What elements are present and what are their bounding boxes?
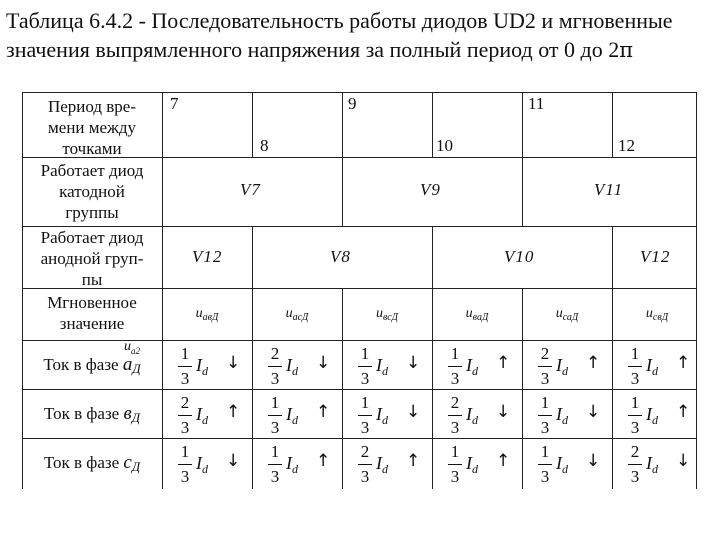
fraction-numerator: 1: [540, 393, 550, 412]
current-cell: [252, 342, 342, 394]
fraction-numerator: 1: [630, 344, 640, 363]
fraction: [358, 442, 372, 487]
anode-row-label-line: анодной груп-: [40, 249, 144, 268]
current-symbol: $I_d$: [286, 453, 298, 476]
fraction-bar: [448, 366, 462, 367]
fraction: [178, 442, 192, 487]
arrow-down-icon: ↓: [586, 451, 601, 471]
fraction-numerator: 1: [270, 442, 280, 461]
fraction-numerator: 1: [270, 393, 280, 412]
point-9: 9: [348, 94, 357, 113]
current-subscript: d: [382, 413, 388, 427]
voltage-value: [162, 306, 252, 322]
voltage-symbol: u: [645, 306, 653, 321]
arrow-down-icon: ↓: [316, 353, 331, 373]
current-subscript: d: [382, 364, 388, 378]
fraction-numerator: 2: [270, 344, 280, 363]
voltage-subscript: саД: [562, 312, 579, 323]
arrow-up-icon: ↑: [676, 402, 691, 422]
current-subscript: d: [202, 364, 208, 378]
fraction-denominator: 3: [540, 467, 550, 486]
anode-separator: [252, 226, 253, 288]
phase-label-text: Ток в фазе: [43, 453, 124, 472]
fraction-bar: [448, 464, 462, 465]
fraction-numerator: 2: [630, 442, 640, 461]
voltage-subscript: асД: [292, 312, 309, 323]
current-cell: [342, 391, 432, 443]
current-subscript: d: [652, 364, 658, 378]
fraction-numerator: 1: [180, 442, 190, 461]
instant-subscript: а2: [131, 345, 140, 356]
fraction-denominator: 3: [270, 369, 280, 388]
current-subscript: d: [562, 462, 568, 476]
fraction-numerator: 1: [360, 344, 370, 363]
point-8: 8: [260, 136, 269, 155]
current-cell: [162, 440, 252, 492]
fraction-bar: [268, 366, 282, 367]
current-subscript: d: [292, 413, 298, 427]
fraction-bar: [628, 366, 642, 367]
current-symbol: $I_d$: [556, 453, 568, 476]
phase-current-label: [22, 403, 162, 426]
period-tick: [252, 92, 253, 157]
arrow-down-icon: ↓: [496, 402, 511, 422]
phase-subscript: Д: [131, 459, 141, 474]
anode-separator: [612, 226, 613, 288]
fraction-denominator: 3: [540, 369, 550, 388]
current-cell: [342, 342, 432, 394]
period-row-label: [24, 96, 160, 159]
fraction: [178, 393, 192, 438]
fraction: [268, 442, 282, 487]
arrow-down-icon: ↓: [226, 451, 241, 471]
arrow-up-icon: ↑: [316, 451, 331, 471]
current-cell: [522, 440, 612, 492]
current-symbol: $I_d$: [556, 404, 568, 427]
arrow-down-icon: ↓: [406, 353, 421, 373]
current-subscript: d: [472, 364, 478, 378]
cathode-diode-v9: V9: [420, 180, 441, 199]
fraction: [448, 442, 462, 487]
fraction: [538, 344, 552, 389]
current-symbol: $I_d$: [556, 355, 568, 378]
current-symbol: $I_d$: [196, 404, 208, 427]
period-tick: [162, 92, 163, 157]
arrow-down-icon: ↓: [676, 451, 691, 471]
cathode-diode-v11: V11: [594, 180, 624, 199]
period-tick: [612, 92, 613, 157]
period-tick: [432, 92, 433, 157]
phase-label-text: Ток в фазе: [44, 404, 124, 423]
voltage-value: [432, 306, 522, 322]
caption-text: Таблица 6.4.2 - Последовательность работы диодов UD2 и мгновенные значения выпрямленного напряжения за полный период от 0 до 2: [6, 8, 673, 62]
anode-diode-3: V10: [504, 247, 535, 266]
fraction: [448, 344, 462, 389]
current-subscript: d: [472, 462, 478, 476]
period-tick: [342, 92, 343, 157]
current-cell: [612, 342, 702, 394]
current-cell: [432, 440, 522, 492]
fraction-bar: [448, 415, 462, 416]
fraction-numerator: 2: [180, 393, 190, 412]
fraction-bar: [268, 415, 282, 416]
current-subscript: d: [292, 364, 298, 378]
fraction-denominator: 3: [360, 369, 370, 388]
fraction: [628, 393, 642, 438]
anode-row-label: [24, 227, 160, 290]
cathode-diode-v7: V7: [240, 180, 261, 199]
current-symbol: $I_d$: [646, 404, 658, 427]
phase-name: $a_Д$: [122, 354, 141, 376]
current-cell: [612, 391, 702, 443]
fraction-denominator: 3: [630, 369, 640, 388]
fraction-denominator: 3: [540, 418, 550, 437]
fraction-denominator: 3: [270, 467, 280, 486]
fraction-numerator: 2: [540, 344, 550, 363]
current-subscript: d: [652, 413, 658, 427]
fraction-denominator: 3: [180, 467, 190, 486]
phase-label-text: Ток в фазе: [43, 355, 123, 374]
current-symbol: $I_d$: [646, 453, 658, 476]
fraction-denominator: 3: [450, 369, 460, 388]
current-symbol: $I_d$: [466, 404, 478, 427]
anode-diode-2: V8: [330, 247, 351, 266]
fraction-numerator: 1: [630, 393, 640, 412]
current-cell: [432, 342, 522, 394]
arrow-down-icon: ↓: [586, 402, 601, 422]
current-cell: [432, 391, 522, 443]
fraction: [358, 393, 372, 438]
fraction-denominator: 3: [360, 418, 370, 437]
current-symbol: $I_d$: [196, 453, 208, 476]
current-cell: [162, 391, 252, 443]
fraction: [448, 393, 462, 438]
current-symbol: $I_d$: [196, 355, 208, 378]
arrow-up-icon: ↑: [676, 353, 691, 373]
point-10: 10: [436, 136, 453, 155]
fraction-bar: [358, 464, 372, 465]
phase-name: $с_Д$: [123, 452, 141, 474]
point-12: 12: [618, 136, 635, 155]
phase-name: $в_Д$: [123, 403, 140, 425]
current-cell: [612, 440, 702, 492]
voltage-value: [612, 306, 702, 322]
point-11: 11: [528, 94, 545, 113]
fraction-numerator: 1: [180, 344, 190, 363]
fraction-denominator: 3: [450, 418, 460, 437]
fraction-bar: [538, 366, 552, 367]
current-symbol: $I_d$: [376, 355, 388, 378]
current-cell: [522, 342, 612, 394]
instant-row-label: [24, 292, 160, 362]
voltage-subscript: ваД: [472, 312, 489, 323]
fraction-denominator: 3: [270, 418, 280, 437]
period-row-label-line: точками: [62, 139, 122, 158]
fraction: [538, 442, 552, 487]
fraction-numerator: 2: [450, 393, 460, 412]
current-cell: [522, 391, 612, 443]
current-subscript: d: [292, 462, 298, 476]
voltage-symbol: u: [285, 306, 293, 321]
arrow-up-icon: ↑: [406, 451, 421, 471]
pi-symbol: π: [619, 38, 634, 62]
current-subscript: d: [382, 462, 388, 476]
anode-diode-1: V12: [192, 247, 223, 266]
current-symbol: $I_d$: [286, 404, 298, 427]
fraction-bar: [628, 464, 642, 465]
fraction-bar: [358, 366, 372, 367]
current-symbol: $I_d$: [286, 355, 298, 378]
arrow-up-icon: ↑: [316, 402, 331, 422]
arrow-down-icon: ↓: [406, 402, 421, 422]
point-7: 7: [170, 94, 179, 113]
fraction-denominator: 3: [180, 369, 190, 388]
current-subscript: d: [562, 413, 568, 427]
current-cell: [252, 391, 342, 443]
period-tick: [522, 92, 523, 157]
current-symbol: $I_d$: [376, 404, 388, 427]
cathode-row-label: [24, 160, 160, 223]
instant-symbol: $u_{а2}$: [124, 339, 140, 356]
fraction-bar: [178, 464, 192, 465]
voltage-symbol: u: [195, 306, 203, 321]
anode-row-label-line: Работает диод: [40, 228, 144, 247]
current-subscript: d: [472, 413, 478, 427]
table-caption: [6, 6, 696, 65]
current-subscript: d: [202, 413, 208, 427]
fraction-numerator: 1: [450, 442, 460, 461]
current-subscript: d: [562, 364, 568, 378]
voltage-subscript: свД: [652, 312, 669, 323]
voltage-symbol: u: [555, 306, 563, 321]
arrow-down-icon: ↓: [226, 353, 241, 373]
voltage-subscript: авД: [202, 312, 219, 323]
phase-subscript: Д: [132, 361, 141, 376]
voltage-symbol: u: [375, 306, 383, 321]
arrow-up-icon: ↑: [226, 402, 241, 422]
fraction-denominator: 3: [630, 467, 640, 486]
fraction-numerator: 1: [540, 442, 550, 461]
voltage-value: [522, 306, 612, 322]
arrow-up-icon: ↑: [496, 353, 511, 373]
fraction-bar: [178, 415, 192, 416]
cathode-row-label-line: группы: [65, 203, 119, 222]
phase-subscript: Д: [131, 410, 140, 425]
fraction: [178, 344, 192, 389]
period-row-label-line: мени между: [48, 118, 136, 137]
fraction-denominator: 3: [360, 467, 370, 486]
cathode-row-label-line: Работает диод: [40, 161, 144, 180]
fraction-denominator: 3: [630, 418, 640, 437]
anode-row-label-line: пы: [81, 270, 103, 289]
period-row-label-line: Период вре-: [47, 97, 137, 116]
fraction-bar: [178, 366, 192, 367]
current-subscript: d: [652, 462, 658, 476]
current-symbol: $I_d$: [466, 355, 478, 378]
fraction-numerator: 1: [450, 344, 460, 363]
fraction: [268, 393, 282, 438]
cathode-row-label-line: катодной: [59, 182, 125, 201]
voltage-value: [342, 306, 432, 322]
fraction-denominator: 3: [180, 418, 190, 437]
fraction-numerator: 1: [360, 393, 370, 412]
left-border: [22, 92, 23, 489]
voltage-symbol: u: [465, 306, 473, 321]
current-cell: [252, 440, 342, 492]
phase-current-label: [22, 452, 162, 475]
current-subscript: d: [202, 462, 208, 476]
fraction-bar: [538, 464, 552, 465]
fraction-numerator: 2: [360, 442, 370, 461]
phase-current-label: [22, 354, 162, 377]
fraction: [268, 344, 282, 389]
fraction: [538, 393, 552, 438]
voltage-value: [252, 306, 342, 322]
current-cell: [342, 440, 432, 492]
row-border: [22, 92, 696, 93]
current-symbol: $I_d$: [376, 453, 388, 476]
fraction-bar: [268, 464, 282, 465]
cathode-separator: [342, 157, 343, 226]
fraction-bar: [358, 415, 372, 416]
voltage-subscript: всД: [382, 312, 398, 323]
anode-separator: [432, 226, 433, 288]
cathode-separator: [522, 157, 523, 226]
fraction-denominator: 3: [450, 467, 460, 486]
current-cell: [162, 342, 252, 394]
current-symbol: $I_d$: [646, 355, 658, 378]
instant-label-line: Мгновенное значение: [47, 293, 137, 333]
arrow-up-icon: ↑: [496, 451, 511, 471]
fraction: [358, 344, 372, 389]
fraction-bar: [628, 415, 642, 416]
anode-diode-4: V12: [640, 247, 671, 266]
arrow-up-icon: ↑: [586, 353, 601, 373]
fraction: [628, 344, 642, 389]
current-symbol: $I_d$: [466, 453, 478, 476]
fraction-bar: [538, 415, 552, 416]
fraction: [628, 442, 642, 487]
